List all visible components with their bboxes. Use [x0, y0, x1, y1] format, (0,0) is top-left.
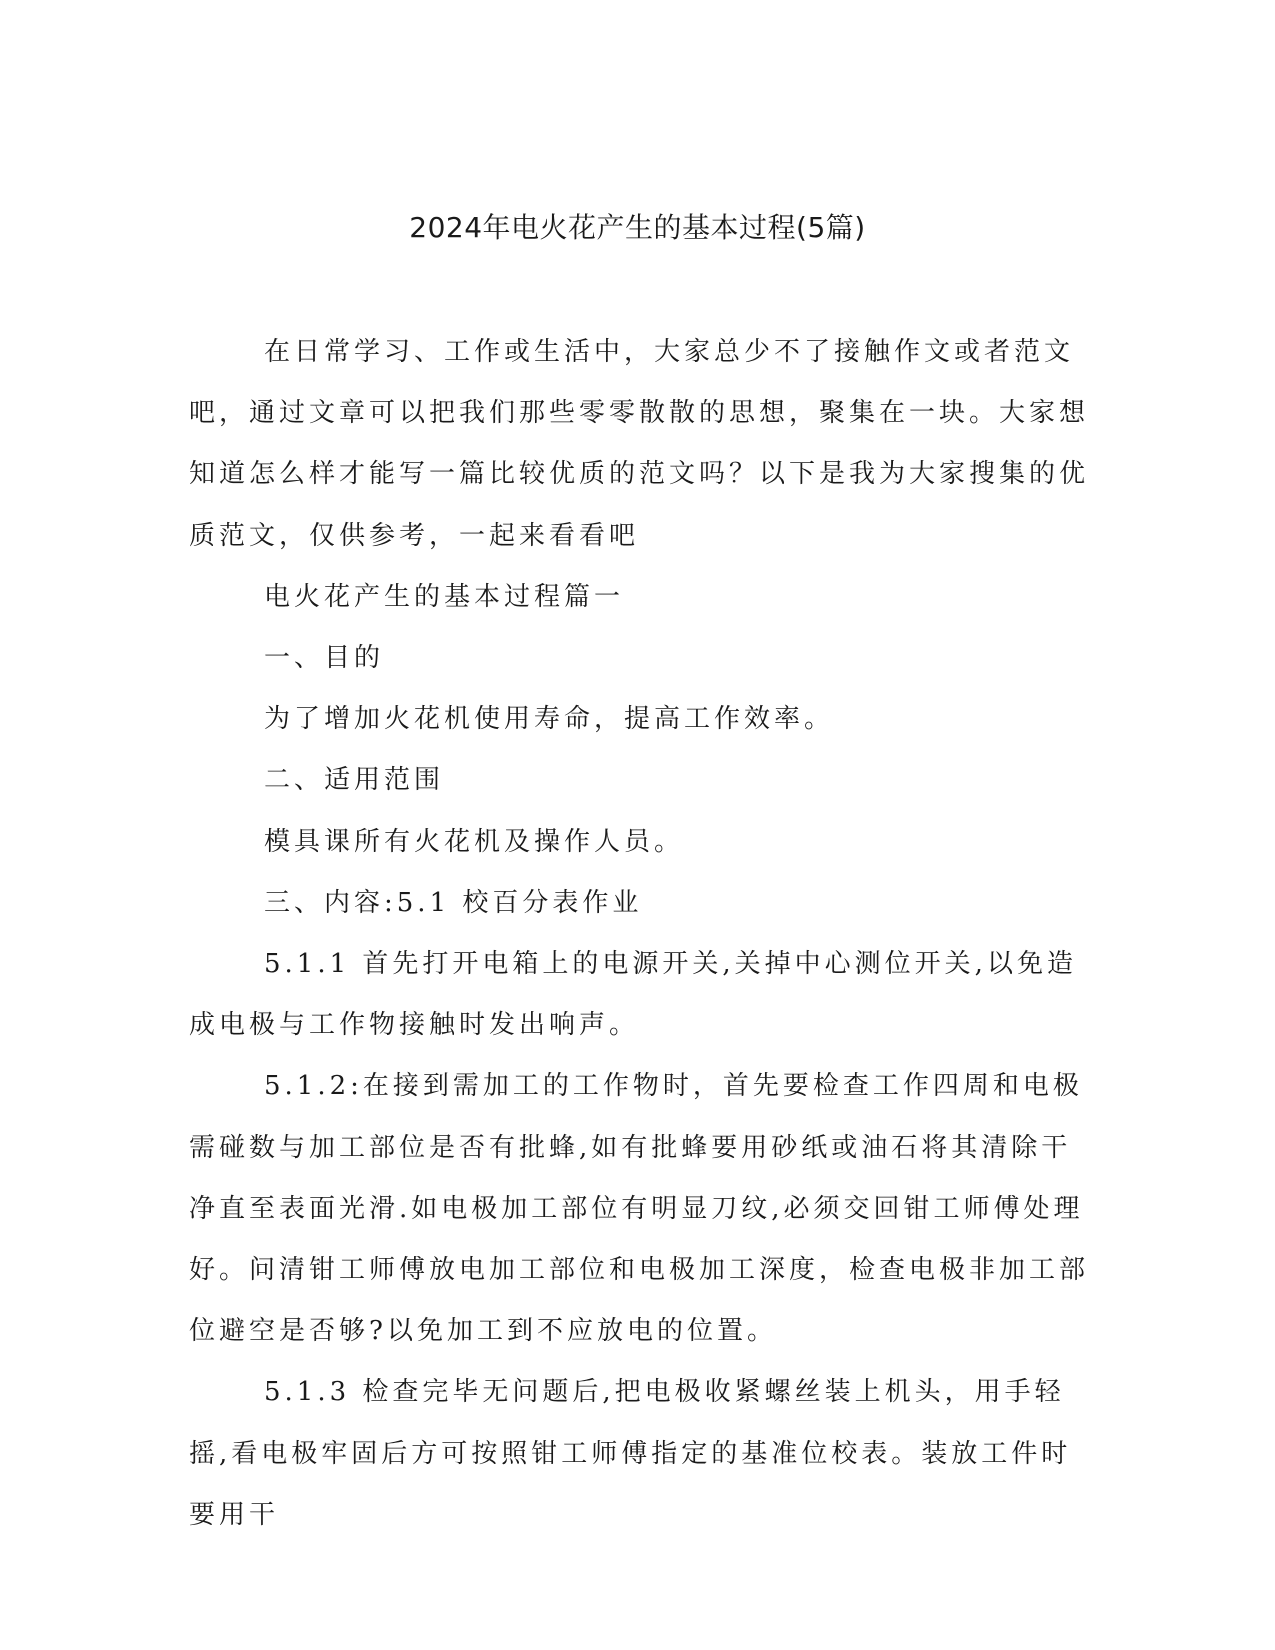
subheading-content: 三、内容:5.1 校百分表作业 [264, 887, 643, 918]
paragraph-purpose: 为了增加火花机使用寿命，提高工作效率。 [264, 704, 835, 735]
section-heading: 电火花产生的基本过程篇一 [264, 581, 625, 612]
document-body [189, 322, 1089, 1546]
paragraph-5-1-3: 5.1.3 检查完毕无问题后,把电极收紧螺丝装上机头，用手轻摇,看电极牢固后方可按照钳工师傅指定的基准位校表。装放工件时要用干 [189, 1377, 1072, 1530]
document-title: 2024年电火花产生的基本过程(5篇) [409, 211, 866, 244]
subheading-scope: 二、适用范围 [264, 765, 445, 796]
paragraph-5-1-1: 5.1.1 首先打开电箱上的电源开关,关掉中心测位开关,以免造成电极与工作物接触时发出响声。 [189, 949, 1077, 1041]
intro-paragraph: 在日常学习、工作或生活中，大家总少不了接触作文或者范文吧，通过文章可以把我们那些零零散散的思想，聚集在一块。大家想知道怎么样才能写一篇比较优质的范文吗？以下是我为大家搜集的优质范文，仅供参考，一起来看看吧 [189, 337, 1090, 551]
paragraph-5-1-2: 5.1.2:在接到需加工的工作物时，首先要检查工作四周和电极需碰数与加工部位是否有批蜂,如有批蜂要用砂纸或油石将其清除干净直至表面光滑.如电极加工部位有明显刀纹,必须交回钳工师傅处理好。问清钳工师傅放电加工部位和电极加工深度，检查电极非加工部位避空是否够?以免加工到不应放电的位置。 [189, 1071, 1090, 1347]
subheading-purpose: 一、目的 [264, 643, 385, 674]
paragraph-scope: 模具课所有火花机及操作人员。 [264, 826, 685, 857]
